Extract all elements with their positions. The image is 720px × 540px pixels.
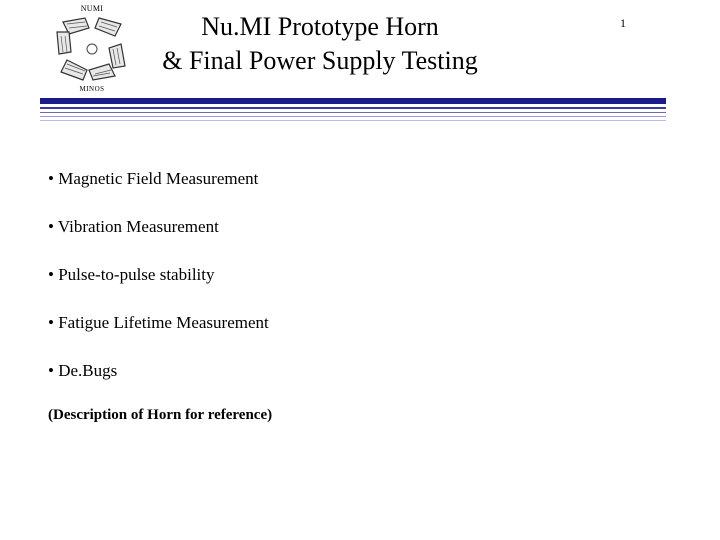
bullet-item: • Vibration Measurement [48,217,219,236]
bullet-item: • Magnetic Field Measurement [48,169,259,188]
page-number: 1 [620,16,626,30]
numi-minos-logo [52,4,132,94]
header-rule-thick [40,98,666,104]
bullet-item: • Fatigue Lifetime Measurement [48,313,269,332]
logo-top-text: NUMI [80,4,104,13]
header-rule-thin-2 [40,116,666,117]
header-rule-thin-3 [40,120,666,121]
title-line-1: Nu.MI Prototype Horn [201,12,439,41]
horn-description-link[interactable]: (Description of Horn for reference) [48,407,273,423]
header-rule-medium [40,107,666,109]
bullet-item: • De.Bugs [48,361,118,380]
title-line-2: & Final Power Supply Testing [162,46,478,75]
logo-emblem-icon [55,14,129,84]
slide-title [130,10,510,78]
bullet-item: • Pulse-to-pulse stability [48,265,215,284]
logo-bottom-text: MINOS [79,85,105,93]
bullet-list [48,168,269,408]
header-rule-thin-1 [40,112,666,113]
